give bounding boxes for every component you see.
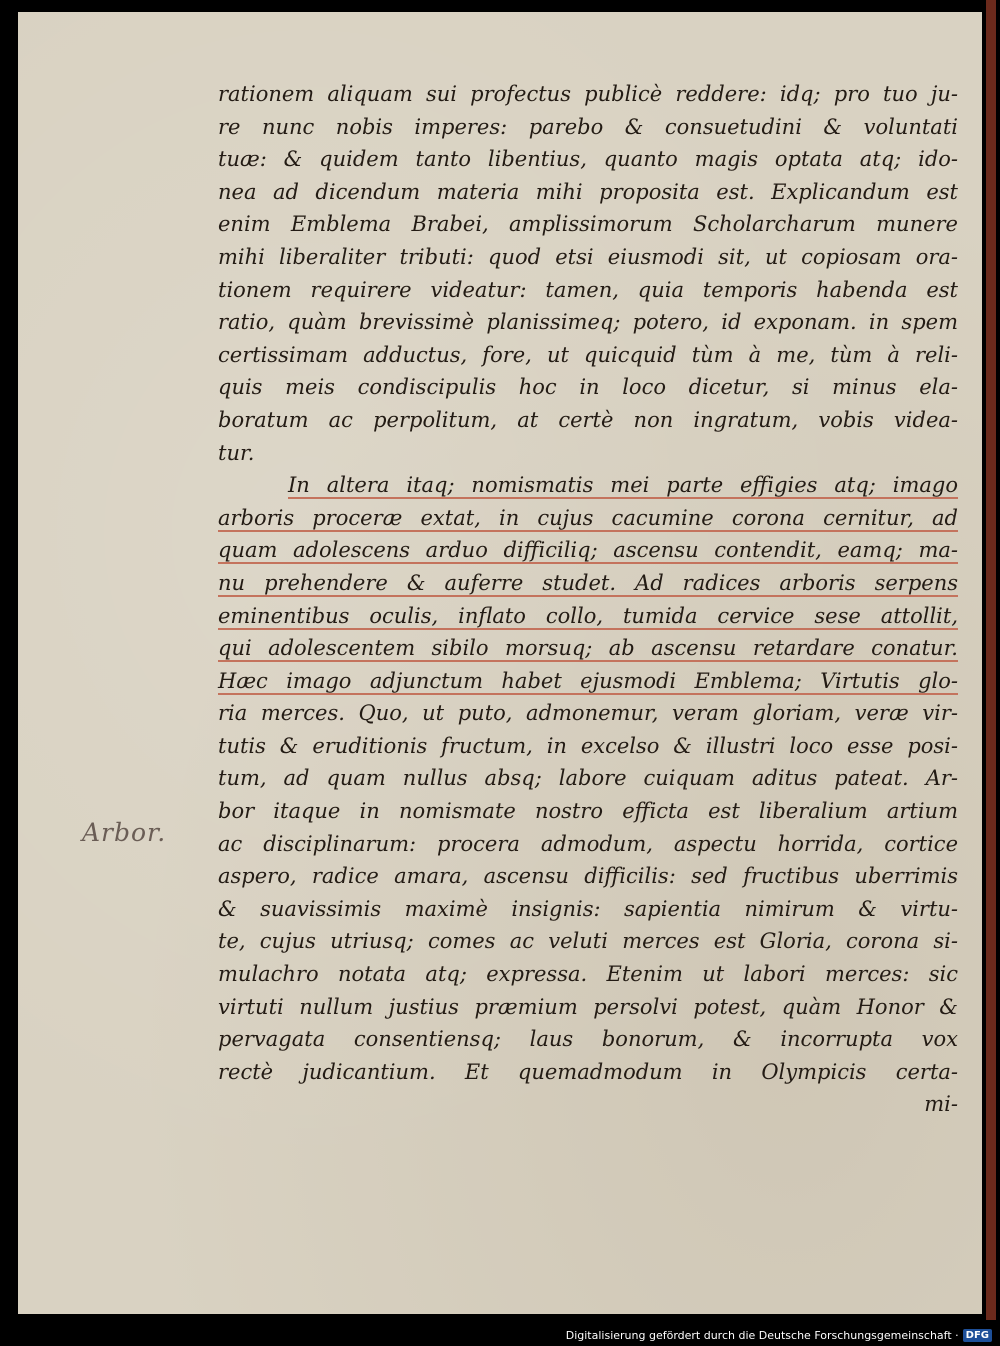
text-line: rationem aliquam sui profectus publicè reddere: idq; pro tuo ju- [218, 82, 958, 106]
text-line: bor itaque in nomismate nostro efficta est liberalium artium [218, 799, 958, 824]
text-line: rectè judicantium. Et quemadmodum in Olympicis certa- [218, 1059, 958, 1084]
text-line: tutis & eruditionis fructum, in excelso & illustri loco esse posi- [218, 733, 958, 758]
text-line: & suavissimis maximè insignis: sapientia nimirum & virtu- [218, 896, 958, 921]
text-line: quis meis condiscipulis hoc in loco dicetur, si minus ela- [218, 375, 958, 400]
book-edge [986, 0, 996, 1320]
text-line: tum, ad quam nullus absq; labore cuiquam aditus pateat. Ar- [218, 766, 958, 791]
document-page [18, 12, 982, 1314]
text-line: enim Emblema Brabei, amplissimorum Scholarcharum munere [218, 212, 958, 237]
underlined-text: In altera itaq; nomismatis mei parte effigies atq; imago [288, 473, 958, 498]
dfg-logo-icon: DFG [963, 1329, 992, 1342]
text-line: nu prehendere & auferre studet. Ad radices arboris serpens [218, 570, 958, 595]
text-line: ratio, quàm brevissimè planissimeq; potero, id exponam. in spem [218, 310, 958, 335]
text-line: tionem requirere videatur: tamen, quia temporis habenda est [218, 277, 958, 302]
text-line: virtuti nullum justius præmium persolvi potest, quàm Honor & [218, 994, 958, 1019]
text-line: tuæ: & quidem tanto libentius, quanto magis optata atq; ido- [218, 147, 958, 172]
text-line: eminentibus oculis, inflato collo, tumida cervice sese attollit, [218, 603, 958, 628]
text-line: certissimam adductus, fore, ut quicquid tùm à me, tùm à reli- [218, 342, 958, 367]
text-line: pervagata consentiensq; laus bonorum, & incorrupta vox [218, 1027, 958, 1052]
text-line: boratum ac perpolitum, at certè non ingratum, vobis videa- [218, 407, 958, 432]
catchword: mi- [924, 1092, 958, 1117]
text-line: quam adolescens arduo difficiliq; ascensu contendit, eamq; ma- [218, 538, 958, 563]
footer-credit [566, 1329, 992, 1342]
text-line: aspero, radice amara, ascensu difficilis: sed fructibus uberrimis [218, 864, 958, 889]
text-line: qui adolescentem sibilo morsuq; ab ascensu retardare conatur. [218, 636, 958, 661]
text-line: te, cujus utriusq; comes ac veluti merces est Gloria, corona si- [218, 929, 958, 954]
margin-note: Arbor. [82, 818, 167, 847]
text-line: mulachro notata atq; expressa. Etenim ut labori merces: sic [218, 962, 958, 987]
text-line: nea ad dicendum materia mihi proposita est. Explicandum est [218, 179, 958, 204]
text-line: arboris proceræ extat, in cujus cacumine corona cernitur, ad [218, 505, 958, 530]
text-line [218, 469, 958, 502]
text-line: mihi liberaliter tributi: quod etsi eiusmodi sit, ut copiosam ora- [218, 244, 958, 269]
text-line: Hæc imago adjunctum habet ejusmodi Emblema; Virtutis glo- [218, 668, 958, 693]
text-line: tur. [218, 440, 255, 465]
text-line: re nunc nobis imperes: parebo & consuetudini & voluntati [218, 114, 958, 139]
footer-text: Digitalisierung gefördert durch die Deutsche Forschungsgemeinschaft · [565, 1329, 959, 1342]
text-line: ac disciplinarum: procera admodum, aspectu horrida, cortice [218, 831, 958, 856]
text-line: ria merces. Quo, ut puto, admonemur, veram gloriam, veræ vir- [218, 701, 958, 726]
text-body [218, 78, 958, 1121]
